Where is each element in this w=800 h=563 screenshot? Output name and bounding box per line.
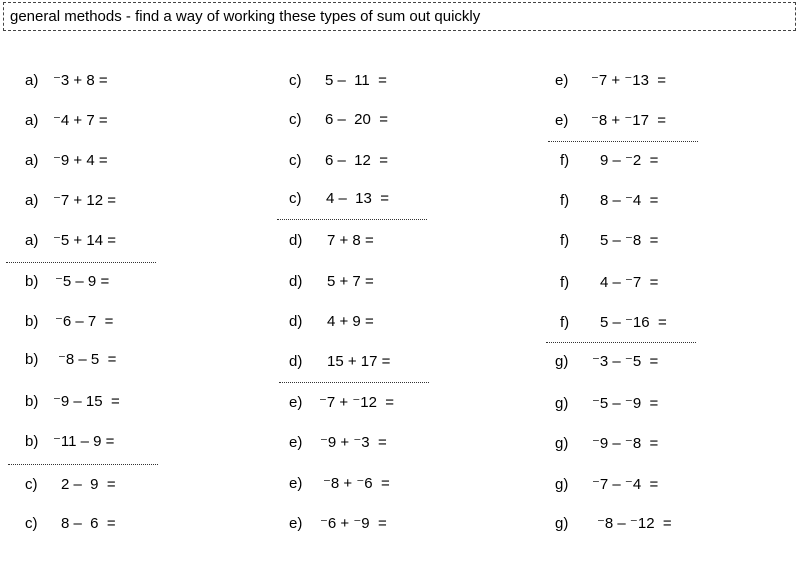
question-item — [555, 72, 667, 90]
question-label: c) — [25, 515, 38, 532]
question-label: f) — [560, 274, 570, 291]
question-item — [25, 351, 117, 369]
question-label: e) — [289, 475, 303, 492]
question-label: g) — [555, 515, 569, 532]
question-expression: 2 – 9 = — [61, 476, 116, 493]
question-expression: 5 – 11 = — [325, 72, 387, 89]
question-label: a) — [25, 72, 39, 89]
question-label: a) — [25, 152, 39, 169]
question-item — [289, 190, 389, 208]
question-expression: 8 – ⁻4 = — [600, 192, 659, 209]
worksheet-title: general methods - find a way of working these types of sum out quickly — [3, 2, 796, 31]
question-expression: 6 – 12 = — [325, 152, 388, 169]
question-label: e) — [289, 434, 303, 451]
question-item — [25, 232, 116, 250]
question-expression: ⁻8 + ⁻6 = — [323, 475, 390, 492]
question-label: a) — [25, 112, 39, 129]
question-label: e) — [289, 394, 303, 411]
question-item — [289, 72, 387, 90]
question-expression: ⁻3 – ⁻5 = — [592, 353, 659, 370]
section-divider — [6, 262, 156, 263]
question-item — [289, 232, 374, 250]
section-divider — [8, 464, 158, 465]
question-label: e) — [289, 515, 303, 532]
question-expression: ⁻6 – 7 = — [55, 313, 114, 330]
question-item — [555, 435, 659, 453]
question-label: d) — [289, 232, 303, 249]
question-label: d) — [289, 313, 303, 330]
question-expression: 4 + 9 = — [327, 313, 374, 330]
question-expression: ⁻5 – ⁻9 = — [592, 395, 659, 412]
question-expression: ⁻8 + ⁻17 = — [591, 112, 667, 129]
question-label: f) — [560, 314, 570, 331]
question-item — [289, 152, 388, 170]
question-expression: 4 – 13 = — [326, 190, 389, 207]
question-item — [289, 111, 388, 129]
question-expression: ⁻8 – ⁻12 = — [597, 515, 672, 532]
question-label: a) — [25, 232, 39, 249]
question-label: e) — [555, 72, 569, 89]
question-item — [25, 152, 108, 170]
question-item — [560, 232, 659, 250]
question-label: f) — [560, 152, 570, 169]
question-item — [555, 112, 667, 130]
question-label: c) — [289, 190, 302, 207]
question-item — [25, 393, 120, 411]
question-item — [25, 192, 116, 210]
question-expression: 5 – ⁻16 = — [600, 314, 667, 331]
question-item — [25, 515, 116, 533]
question-item — [25, 112, 108, 130]
question-label: b) — [25, 393, 39, 410]
question-item — [289, 273, 374, 291]
question-expression: ⁻7 – ⁻4 = — [592, 476, 659, 493]
question-expression: ⁻7 + 12 = — [53, 192, 116, 209]
question-expression: 5 – ⁻8 = — [600, 232, 659, 249]
question-label: c) — [25, 476, 38, 493]
question-label: g) — [555, 395, 569, 412]
question-item — [555, 515, 672, 533]
question-expression: ⁻3 + 8 = — [53, 72, 108, 89]
question-expression: 6 – 20 = — [325, 111, 388, 128]
question-expression: ⁻8 – 5 = — [58, 351, 117, 368]
question-expression: ⁻5 – 9 = — [55, 273, 110, 290]
question-label: c) — [289, 72, 302, 89]
question-item — [25, 72, 108, 90]
question-expression: 5 + 7 = — [327, 273, 374, 290]
question-label: b) — [25, 351, 39, 368]
question-label: a) — [25, 192, 39, 209]
question-expression: 15 + 17 = — [327, 353, 391, 370]
question-item — [289, 515, 387, 533]
question-expression: 8 – 6 = — [61, 515, 116, 532]
question-label: g) — [555, 476, 569, 493]
question-expression: ⁻5 + 14 = — [53, 232, 116, 249]
question-expression: ⁻9 – ⁻8 = — [592, 435, 659, 452]
question-item — [555, 395, 659, 413]
section-divider — [546, 342, 696, 343]
question-item — [555, 476, 659, 494]
question-expression: ⁻7 + ⁻13 = — [591, 72, 667, 89]
question-label: c) — [289, 152, 302, 169]
question-item — [25, 313, 114, 331]
question-label: d) — [289, 273, 303, 290]
question-label: f) — [560, 232, 570, 249]
question-label: b) — [25, 433, 39, 450]
question-item — [25, 433, 115, 451]
question-item — [560, 274, 659, 292]
question-expression: ⁻7 + ⁻12 = — [319, 394, 395, 411]
question-item — [560, 314, 667, 332]
question-expression: ⁻6 + ⁻9 = — [320, 515, 387, 532]
question-label: c) — [289, 111, 302, 128]
question-item — [289, 394, 395, 412]
question-expression: ⁻11 – 9 = — [53, 433, 115, 450]
question-item — [560, 152, 659, 170]
question-item — [25, 273, 110, 291]
question-expression: 4 – ⁻7 = — [600, 274, 659, 291]
question-expression: ⁻9 – 15 = — [53, 393, 120, 410]
question-expression: ⁻4 + 7 = — [53, 112, 108, 129]
question-item — [289, 475, 390, 493]
question-expression: ⁻9 + 4 = — [53, 152, 108, 169]
question-item — [289, 313, 374, 331]
question-label: d) — [289, 353, 303, 370]
question-label: e) — [555, 112, 569, 129]
question-item — [560, 192, 659, 210]
question-label: g) — [555, 435, 569, 452]
question-expression: ⁻9 + ⁻3 = — [320, 434, 387, 451]
question-label: b) — [25, 273, 39, 290]
question-label: f) — [560, 192, 570, 209]
question-item — [289, 353, 391, 371]
question-item — [25, 476, 116, 494]
question-label: g) — [555, 353, 569, 370]
question-item — [555, 353, 659, 371]
section-divider — [548, 141, 698, 142]
section-divider — [277, 219, 427, 220]
section-divider — [279, 382, 429, 383]
question-item — [289, 434, 387, 452]
question-expression: 7 + 8 = — [327, 232, 374, 249]
question-expression: 9 – ⁻2 = — [600, 152, 659, 169]
question-label: b) — [25, 313, 39, 330]
